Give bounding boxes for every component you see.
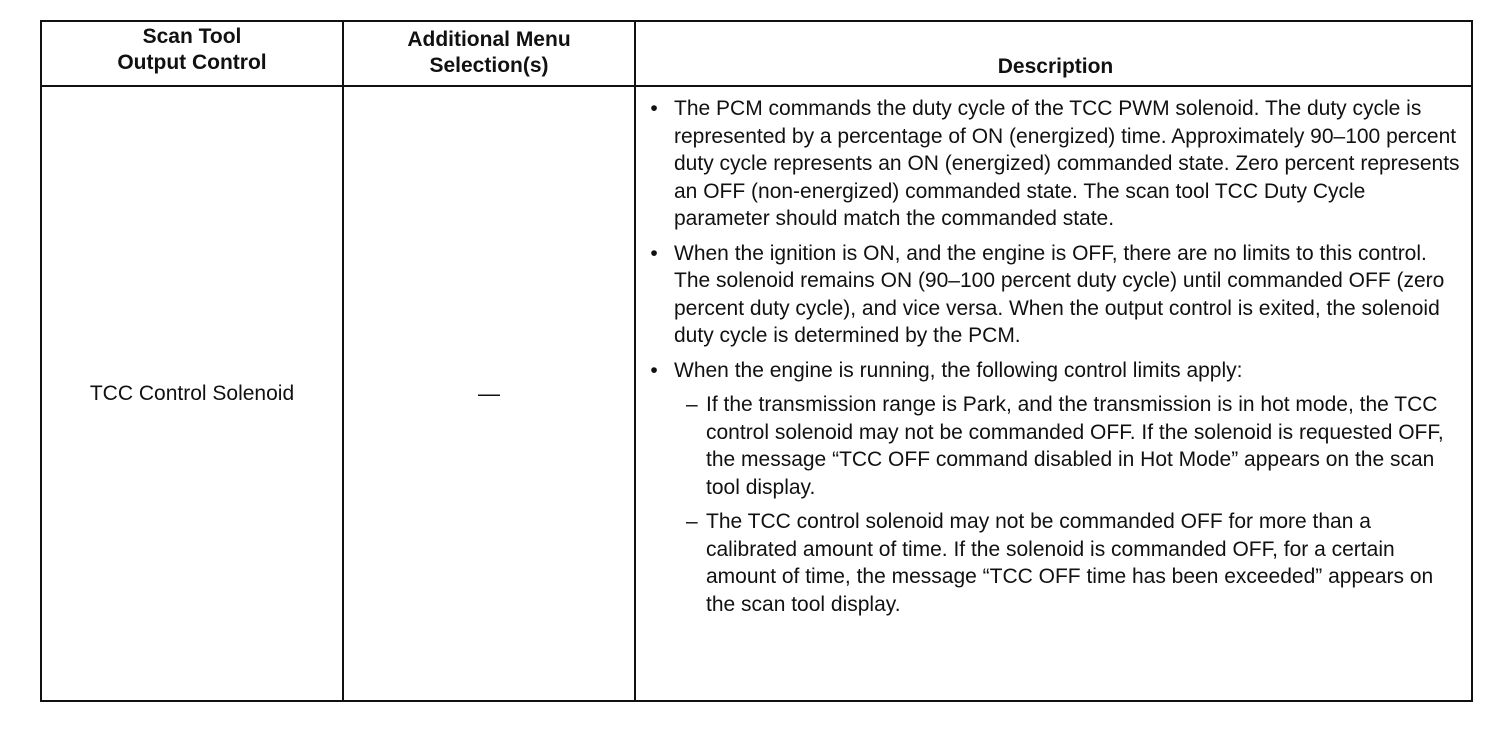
header-description: Description: [997, 55, 1114, 78]
header-col1-line1: Scan Tool: [142, 25, 242, 48]
bullet-icon: •: [650, 241, 658, 265]
bullet-text: When the engine is running, the following control limits apply:: [674, 358, 1243, 382]
bullet-text: When the ignition is ON, and the engine is OFF, there are no limits to this control. The solenoid remains ON (90–100 percent duty cycle) until commanded OFF (zero percent duty cycle), and vice versa. When the output control is exited, the solenoid duty cycle is determined by the PCM.: [674, 241, 1445, 347]
menu-selection-value: —: [478, 380, 500, 406]
description-bullet-2: [650, 240, 1465, 350]
description-bullet-3: [650, 357, 1465, 385]
control-limit-text: The TCC control solenoid may not be commanded OFF for more than a calibrated amount of time. If the solenoid is commanded OFF, for a certain amount of time, the message “TCC OFF time has been exceeded” appears on the scan tool display.: [706, 510, 1434, 616]
cell-output-control: [42, 87, 342, 700]
bullet-text: The PCM commands the duty cycle of the TCC PWM solenoid. The duty cycle is represented by a percentage of ON (energized) time. Approximately 90–100 percent duty cycle represents an ON (energized) commanded state. Zero percent represents an OFF (non-energized) commanded state. The scan tool TCC Duty Cycle parameter should match the commanded state.: [674, 97, 1460, 230]
bullet-icon: •: [650, 358, 658, 382]
header-col2-line1: Additional Menu: [407, 28, 571, 51]
description-bullet-1: [650, 95, 1465, 233]
cell-description: [636, 87, 1475, 700]
control-limit-item-2: [686, 508, 1465, 618]
header-col1-line2: Output Control: [117, 51, 267, 74]
bullet-icon: •: [650, 97, 658, 120]
header-col2-line2: Selection(s): [429, 54, 549, 77]
control-limits-list: [686, 391, 1465, 618]
header-additional-menu-selections: [344, 22, 634, 85]
header-scan-tool-output-control: [42, 22, 342, 85]
output-control-table: [40, 20, 1473, 702]
cell-menu-selection: [344, 87, 634, 700]
output-control-value: TCC Control Solenoid: [89, 381, 295, 405]
control-limit-text: If the transmission range is Park, and the transmission is in hot mode, the TCC control solenoid may not be commanded OFF. If the solenoid is requested OFF, the message “TCC OFF command disabled in Hot Mode” appears on the scan tool display.: [706, 393, 1444, 499]
dash-icon: –: [686, 510, 698, 533]
control-limit-item-1: [686, 391, 1465, 501]
dash-icon: –: [686, 393, 698, 416]
